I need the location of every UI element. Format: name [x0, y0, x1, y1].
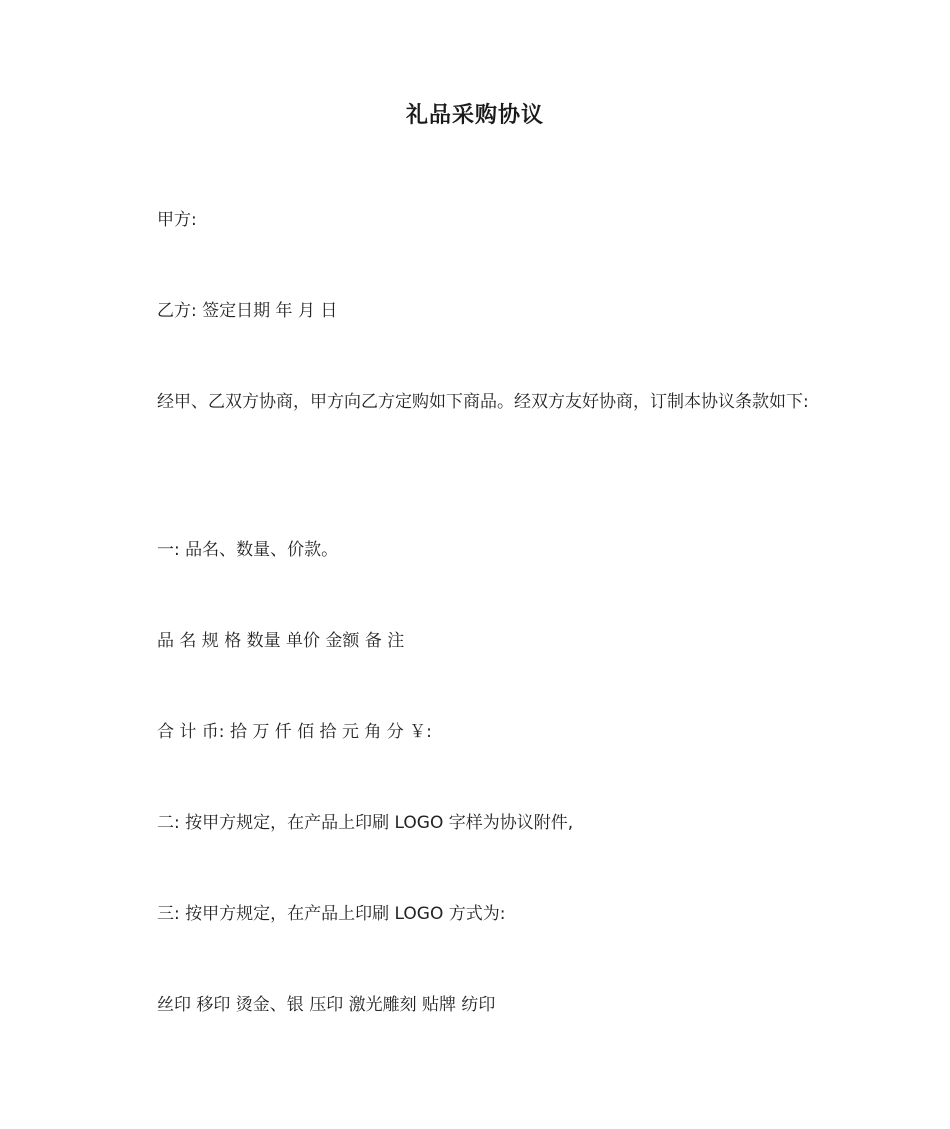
print-methods-line: 丝印 移印 烫金、银 压印 激光雕刻 贴牌 纺印	[157, 995, 496, 1015]
intro-paragraph: 经甲、乙双方协商，甲方向乙方定购如下商品。经双方友好协商，订制本协议条款如下:	[157, 392, 809, 412]
total-line: 合 计 币: 拾 万 仟 佰 拾 元 角 分 ￥:	[157, 722, 432, 742]
clause-2: 二: 按甲方规定，在产品上印刷 LOGO 字样为协议附件,	[157, 813, 574, 833]
table-header-line: 品 名 规 格 数量 单价 金额 备 注	[157, 631, 405, 651]
party-b-line: 乙方: 签定日期 年 月 日	[157, 301, 338, 321]
document-title: 礼品采购协议	[405, 103, 544, 128]
party-a-line: 甲方:	[157, 210, 197, 230]
clause-3: 三: 按甲方规定，在产品上印刷 LOGO 方式为:	[157, 904, 506, 924]
clause-1: 一: 品名、数量、价款。	[157, 540, 339, 560]
